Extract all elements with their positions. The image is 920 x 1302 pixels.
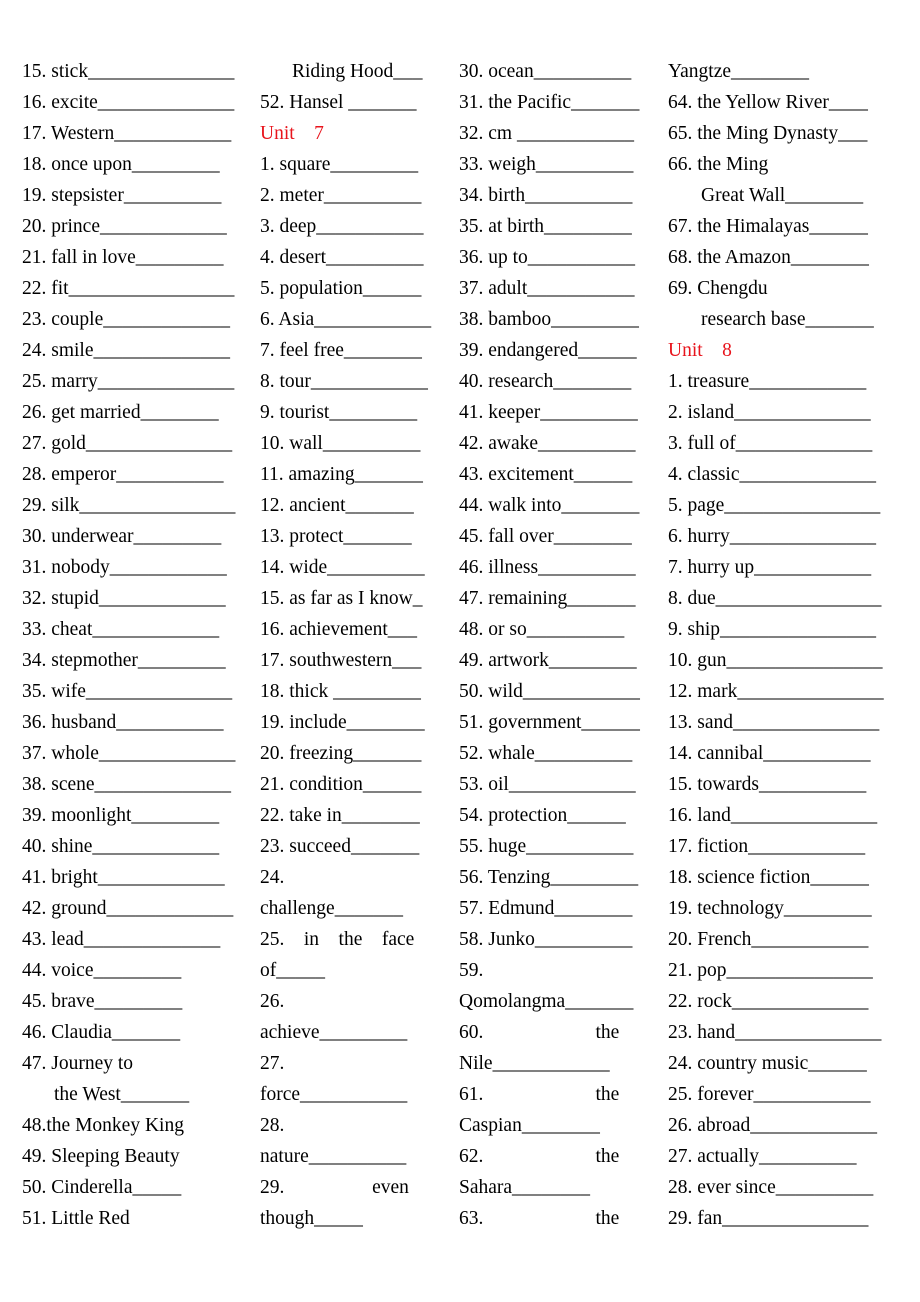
column-2 — [260, 56, 444, 1234]
vocab-line: 18. thick _________ — [260, 681, 421, 702]
vocab-line: 34. stepmother_________ — [22, 650, 226, 671]
vocab-line: 49. Sleeping Beauty — [22, 1146, 180, 1167]
vocab-line: 32. stupid_____________ — [22, 588, 226, 609]
vocab-line: 30. ocean__________ — [459, 61, 632, 82]
vocab-line: 42. ground_____________ — [22, 898, 234, 919]
vocab-line: 24. smile______________ — [22, 340, 230, 361]
vocab-line: 64. the Yellow River____ — [668, 92, 868, 113]
vocab-line: 46. illness__________ — [459, 557, 636, 578]
vocab-line: 20. freezing_______ — [260, 743, 422, 764]
vocab-line: 28. — [260, 1115, 285, 1136]
vocab-line: 16. land_______________ — [668, 805, 878, 826]
vocab-line-continued: research base_______ — [701, 309, 874, 330]
vocab-line: 23. hand_______________ — [668, 1022, 882, 1043]
vocab-line: 3. deep___________ — [260, 216, 424, 237]
vocab-line: 12. mark_______________ — [668, 681, 884, 702]
vocab-line: 44. walk into________ — [459, 495, 640, 516]
vocab-line: 15. as far as I know_ — [260, 588, 423, 609]
vocab-line: 18. science fiction______ — [668, 867, 869, 888]
vocab-line: 52. Hansel _______ — [260, 92, 417, 113]
vocab-line: 8. due_________________ — [668, 588, 882, 609]
vocab-line: 15. towards___________ — [668, 774, 867, 795]
vocab-line: 14. wide__________ — [260, 557, 425, 578]
vocab-line: 27. — [260, 1053, 285, 1074]
vocab-line: 17. fiction____________ — [668, 836, 866, 857]
vocab-line: 26. get married________ — [22, 402, 219, 423]
vocab-line: 29. fan_______________ — [668, 1208, 869, 1229]
vocab-line: 39. endangered______ — [459, 340, 637, 361]
vocab-line: 20. prince_____________ — [22, 216, 227, 237]
vocab-line: 8. tour____________ — [260, 371, 428, 392]
vocab-line: 51. government______ — [459, 712, 640, 733]
vocab-line: 47. Journey to — [22, 1053, 134, 1074]
vocab-line: 63. the — [459, 1208, 620, 1229]
vocab-line: 46. Claudia_______ — [22, 1022, 181, 1043]
vocab-line: 10. gun________________ — [668, 650, 883, 671]
vocab-line: 1. square_________ — [260, 154, 419, 175]
vocab-line: 22. take in________ — [260, 805, 420, 826]
vocab-line: 50. Cinderella_____ — [22, 1177, 182, 1198]
vocab-line: 16. excite______________ — [22, 92, 235, 113]
vocab-line-continued: Yangtze________ — [668, 61, 810, 82]
vocab-line: 49. artwork_________ — [459, 650, 637, 671]
vocab-line-continued: Great Wall________ — [701, 185, 864, 206]
vocab-line: 47. remaining_______ — [459, 588, 636, 609]
vocab-line: 40. shine_____________ — [22, 836, 220, 857]
vocab-line: 17. Western____________ — [22, 123, 232, 144]
column-4 — [668, 56, 898, 1234]
vocab-line: 4. classic______________ — [668, 464, 876, 485]
vocab-line: 12. ancient_______ — [260, 495, 414, 516]
vocab-line: 38. bamboo_________ — [459, 309, 639, 330]
vocab-line: 62. the — [459, 1146, 620, 1167]
vocab-line: 26. — [260, 991, 285, 1012]
vocab-line: 57. Edmund________ — [459, 898, 633, 919]
vocab-line: 11. amazing_______ — [260, 464, 423, 485]
vocab-line: 29. even — [260, 1177, 409, 1198]
vocab-line: Sahara________ — [459, 1177, 591, 1198]
vocab-line: 2. island______________ — [668, 402, 871, 423]
vocab-line: 59. — [459, 960, 484, 981]
vocab-line: 58. Junko__________ — [459, 929, 633, 950]
vocab-line: 5. page________________ — [668, 495, 881, 516]
vocab-line: 60. the — [459, 1022, 620, 1043]
vocab-line: 65. the Ming Dynasty___ — [668, 123, 868, 144]
vocab-line: 3. full of______________ — [668, 433, 873, 454]
vocab-line: 41. bright_____________ — [22, 867, 225, 888]
vocab-line: 45. fall over________ — [459, 526, 632, 547]
vocab-line: 48.the Monkey King — [22, 1115, 184, 1136]
vocab-line: 5. population______ — [260, 278, 422, 299]
vocab-line: 30. underwear_________ — [22, 526, 222, 547]
vocab-line: 16. achievement___ — [260, 619, 418, 640]
vocab-line: 25. in the face — [260, 929, 415, 950]
vocab-line: 22. fit_________________ — [22, 278, 235, 299]
vocab-line: though_____ — [260, 1208, 363, 1229]
vocab-line: 13. protect_______ — [260, 526, 412, 547]
vocab-line: 24. — [260, 867, 285, 888]
vocab-line: Caspian________ — [459, 1115, 600, 1136]
vocab-line: 32. cm ____________ — [459, 123, 634, 144]
vocab-line: 66. the Ming — [668, 154, 769, 175]
vocab-line: 33. weigh__________ — [459, 154, 634, 175]
vocab-line: 23. couple_____________ — [22, 309, 230, 330]
vocab-line: 6. hurry_______________ — [668, 526, 876, 547]
vocab-line: nature__________ — [260, 1146, 407, 1167]
vocab-line: 33. cheat_____________ — [22, 619, 220, 640]
vocab-line: 35. wife_______________ — [22, 681, 233, 702]
vocab-line: 13. sand_______________ — [668, 712, 880, 733]
vocab-line: 22. rock______________ — [668, 991, 869, 1012]
vocab-line: 31. the Pacific_______ — [459, 92, 640, 113]
vocab-line: 17. southwestern___ — [260, 650, 422, 671]
vocab-line: 1. treasure____________ — [668, 371, 867, 392]
vocab-line: 7. feel free________ — [260, 340, 422, 361]
vocab-line: 20. French____________ — [668, 929, 869, 950]
vocab-line: 21. pop_______________ — [668, 960, 873, 981]
vocab-line: 45. brave_________ — [22, 991, 183, 1012]
vocab-line: 21. fall in love_________ — [22, 247, 224, 268]
vocab-line: 37. adult___________ — [459, 278, 635, 299]
vocab-line: 29. silk________________ — [22, 495, 236, 516]
vocab-line: 52. whale__________ — [459, 743, 633, 764]
vocab-line: force___________ — [260, 1084, 408, 1105]
vocab-line: 31. nobody____________ — [22, 557, 227, 578]
vocab-line: 44. voice_________ — [22, 960, 182, 981]
vocab-line: 7. hurry up____________ — [668, 557, 872, 578]
vocab-line: 50. wild____________ — [459, 681, 640, 702]
vocab-line: 68. the Amazon________ — [668, 247, 869, 268]
vocab-line: 14. cannibal___________ — [668, 743, 871, 764]
vocab-line-continued: the West_______ — [54, 1084, 190, 1105]
vocab-line: 28. emperor___________ — [22, 464, 224, 485]
vocab-line: 51. Little Red — [22, 1208, 130, 1229]
vocab-line: 35. at birth_________ — [459, 216, 632, 237]
vocab-line: challenge_______ — [260, 898, 403, 919]
vocab-line: 23. succeed_______ — [260, 836, 420, 857]
vocab-line: 38. scene______________ — [22, 774, 232, 795]
vocab-line: 25. forever____________ — [668, 1084, 871, 1105]
vocab-line: 15. stick_______________ — [22, 61, 235, 82]
vocab-line: 4. desert__________ — [260, 247, 424, 268]
unit-7-heading: Unit 7 — [260, 123, 324, 144]
vocab-line: 34. birth___________ — [459, 185, 633, 206]
vocab-line: of_____ — [260, 960, 325, 981]
vocab-line: 69. Chengdu — [668, 278, 768, 299]
vocab-line: 24. country music______ — [668, 1053, 867, 1074]
vocab-line: 26. abroad_____________ — [668, 1115, 878, 1136]
vocab-line: 21. condition______ — [260, 774, 422, 795]
vocab-line: 37. whole______________ — [22, 743, 236, 764]
vocab-line: 9. tourist_________ — [260, 402, 418, 423]
vocab-line: 10. wall__________ — [260, 433, 421, 454]
vocab-line: 55. huge___________ — [459, 836, 634, 857]
vocab-line: 40. research________ — [459, 371, 632, 392]
vocab-line: 27. actually__________ — [668, 1146, 857, 1167]
vocab-line: 2. meter__________ — [260, 185, 422, 206]
vocab-line: achieve_________ — [260, 1022, 408, 1043]
vocab-line: 61. the — [459, 1084, 620, 1105]
vocab-line: 67. the Himalayas______ — [668, 216, 868, 237]
vocab-line: 41. keeper__________ — [459, 402, 638, 423]
column-3 — [459, 56, 661, 1234]
vocab-line: 39. moonlight_________ — [22, 805, 220, 826]
vocab-line: 19. include________ — [260, 712, 425, 733]
vocab-line: 43. excitement______ — [459, 464, 633, 485]
vocab-line-continued: Riding Hood___ — [292, 61, 423, 82]
vocab-line: 25. marry______________ — [22, 371, 235, 392]
vocab-line: 28. ever since__________ — [668, 1177, 874, 1198]
vocab-line: 36. husband___________ — [22, 712, 224, 733]
vocab-line: 42. awake__________ — [459, 433, 636, 454]
vocab-line: 18. once upon_________ — [22, 154, 220, 175]
vocab-line: 6. Asia____________ — [260, 309, 432, 330]
vocab-line: 19. technology_________ — [668, 898, 872, 919]
column-1 — [22, 56, 248, 1234]
vocab-line: 19. stepsister__________ — [22, 185, 222, 206]
vocab-line: 36. up to___________ — [459, 247, 636, 268]
vocab-line: 9. ship________________ — [668, 619, 877, 640]
vocab-line: 56. Tenzing_________ — [459, 867, 639, 888]
vocab-line: 54. protection______ — [459, 805, 626, 826]
vocab-line: Nile____________ — [459, 1053, 610, 1074]
vocab-line: 43. lead______________ — [22, 929, 221, 950]
vocab-line: 48. or so__________ — [459, 619, 625, 640]
vocab-line: Qomolangma_______ — [459, 991, 634, 1012]
unit-8-heading: Unit 8 — [668, 340, 732, 361]
vocab-line: 27. gold_______________ — [22, 433, 233, 454]
vocab-line: 53. oil_____________ — [459, 774, 636, 795]
